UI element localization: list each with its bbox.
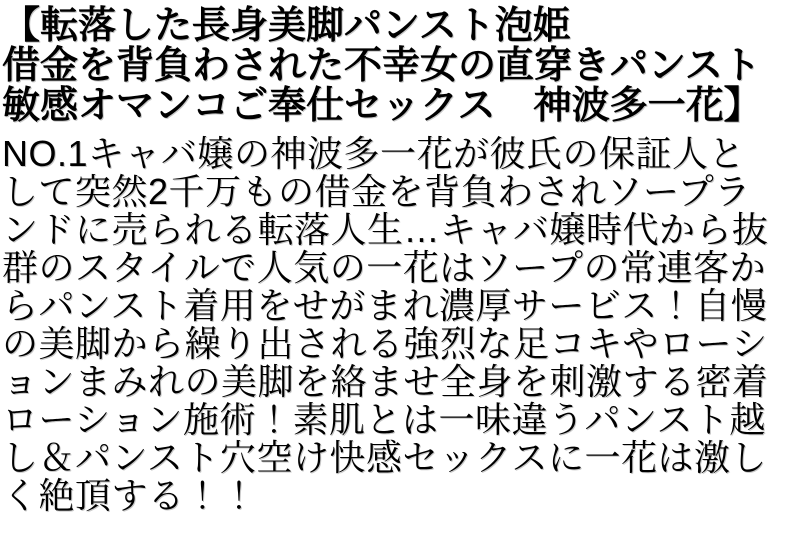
description-line: く絶頂する！！ xyxy=(2,475,258,516)
description-line: 群のスタイルで人気の一花はソープの常連客か xyxy=(2,247,766,288)
description-line: NO.1キャバ嬢の神波多一花が彼氏の保証人と xyxy=(2,133,746,174)
description-line: の美脚から繰り出される強烈な足コキやローシ xyxy=(2,323,768,364)
product-title xyxy=(2,6,800,126)
title-line: 敏感オマンコご奉仕セックス 神波多一花】 xyxy=(2,85,762,127)
description-line: ローション施術！素肌とは一味違うパンスト越 xyxy=(2,399,766,440)
description-line: ョンまみれの美脚を絡ませ全身を刺激する密着 xyxy=(2,361,769,402)
description-line: して突然2千万もの借金を背負わされソープラ xyxy=(2,171,751,212)
description-line: し＆パンスト穴空け快感セックスに一花は激し xyxy=(2,437,768,478)
product-description xyxy=(2,135,800,515)
title-line: 借金を背負わされた不幸女の直穿きパンスト xyxy=(2,45,761,87)
description-line: ンドに売られる転落人生…キャバ嬢時代から抜 xyxy=(2,209,769,250)
description-line: らパンスト着用をせがまれ濃厚サービス！自慢 xyxy=(2,285,768,326)
text-block xyxy=(2,6,800,515)
title-line: 【転落した長身美脚パンスト泡姫 xyxy=(2,5,571,47)
